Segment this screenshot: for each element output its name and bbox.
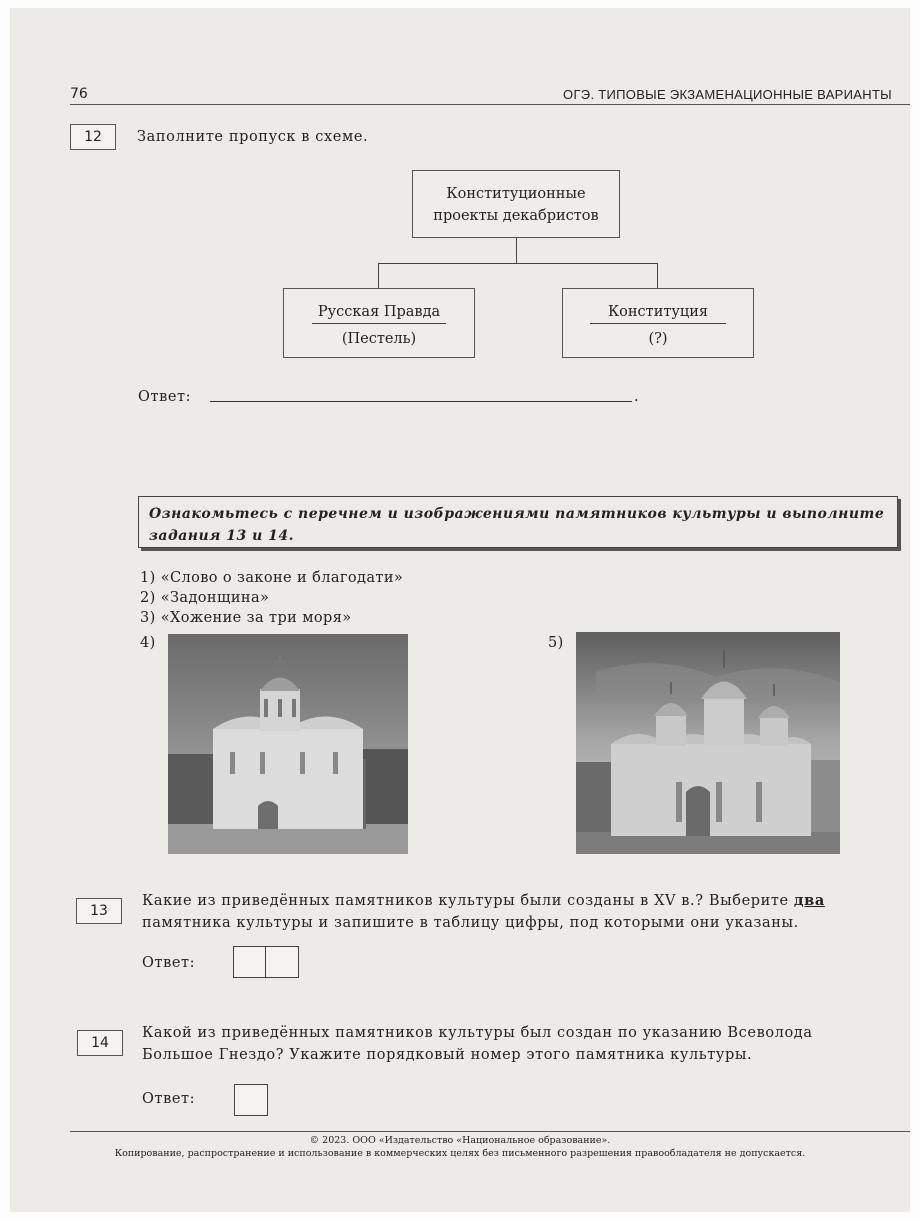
running-header-title: ОГЭ. ТИПОВЫЕ ЭКЗАМЕНАЦИОННЫЕ ВАРИАНТЫ — [563, 87, 892, 102]
church-photo-4 — [168, 634, 408, 854]
task13-line2: памятника культуры и запишите в таблицу цифры, под которыми они указаны. — [142, 915, 799, 931]
list-item-text: «Слово о законе и благодати» — [160, 570, 404, 586]
scheme-left-line2: (Пестель) — [341, 331, 417, 347]
list-item-5-number: 5) — [548, 635, 564, 651]
list-item-number: 1) — [140, 570, 156, 586]
task13-line1 — [142, 890, 902, 912]
task14-line2: Большое Гнездо? Укажите порядковый номер этого памятника культуры. — [142, 1047, 753, 1063]
task14-answer-label: Ответ: — [142, 1091, 196, 1107]
task-number-12: 12 — [70, 124, 116, 150]
task14-text — [142, 1022, 910, 1066]
task-number-14: 14 — [77, 1030, 123, 1056]
task13-answer-cell-2[interactable] — [265, 946, 299, 978]
task12-answer-label: Ответ: — [138, 389, 192, 405]
task13-text — [142, 890, 902, 934]
footer-notice: Копирование, распространение и использование в коммерческих целях без письменного разрешения правообладателя не допускается. — [114, 1148, 806, 1159]
scheme-right-line1: Конституция — [590, 301, 726, 324]
task12-answer-dot: . — [634, 389, 640, 405]
scheme-connector-left — [378, 263, 379, 288]
scheme-connector-horizontal — [378, 263, 658, 264]
task13-emphasis: два — [793, 892, 825, 909]
scheme-root-line2: проекты декабристов — [433, 208, 599, 224]
instruction-line1: Ознакомьтесь с перечнем и изображениями памятников культуры и выполните — [149, 506, 885, 522]
scheme-left-line1: Русская Правда — [312, 301, 446, 324]
scheme-connector-right — [657, 263, 658, 288]
task13-line1-text: Какие из приведённых памятников культуры были созданы в XV в.? Выберите — [142, 893, 794, 909]
task12-prompt: Заполните пропуск в схеме. — [137, 129, 369, 145]
task14-answer-cell[interactable] — [234, 1084, 268, 1116]
header-divider — [70, 104, 910, 105]
task14-line1: Какой из приведённых памятников культуры был создан по указанию Всеволода — [142, 1025, 813, 1041]
list-item-number: 3) — [140, 610, 156, 626]
instruction-box — [138, 496, 898, 548]
page — [10, 8, 910, 1212]
task13-answer-label: Ответ: — [142, 955, 196, 971]
scheme-root-line1: Конституционные — [446, 186, 586, 202]
instruction-line2: задания 13 и 14. — [149, 528, 294, 544]
task13-answer-cell-1[interactable] — [233, 946, 267, 978]
scheme-right-line2: (?) — [648, 331, 668, 347]
list-item-3 — [140, 610, 352, 626]
list-item-text: «Хожение за три моря» — [160, 610, 352, 626]
list-item-4-number: 4) — [140, 635, 156, 651]
scheme-left-box — [283, 288, 475, 358]
footer-copyright: © 2023. ООО «Издательство «Национальное образование». — [309, 1135, 611, 1146]
task12-answer-line[interactable] — [210, 401, 632, 402]
footer-divider — [70, 1131, 910, 1132]
scheme-root-box — [412, 170, 620, 238]
task-number-13: 13 — [76, 898, 122, 924]
page-number: 76 — [70, 86, 88, 102]
list-item-1 — [140, 570, 403, 586]
scheme-connector-vertical — [516, 238, 517, 263]
scheme-right-box — [562, 288, 754, 358]
cathedral-photo-5 — [576, 632, 840, 854]
list-item-text: «Задонщина» — [160, 590, 270, 606]
list-item-2 — [140, 590, 269, 606]
list-item-number: 2) — [140, 590, 156, 606]
